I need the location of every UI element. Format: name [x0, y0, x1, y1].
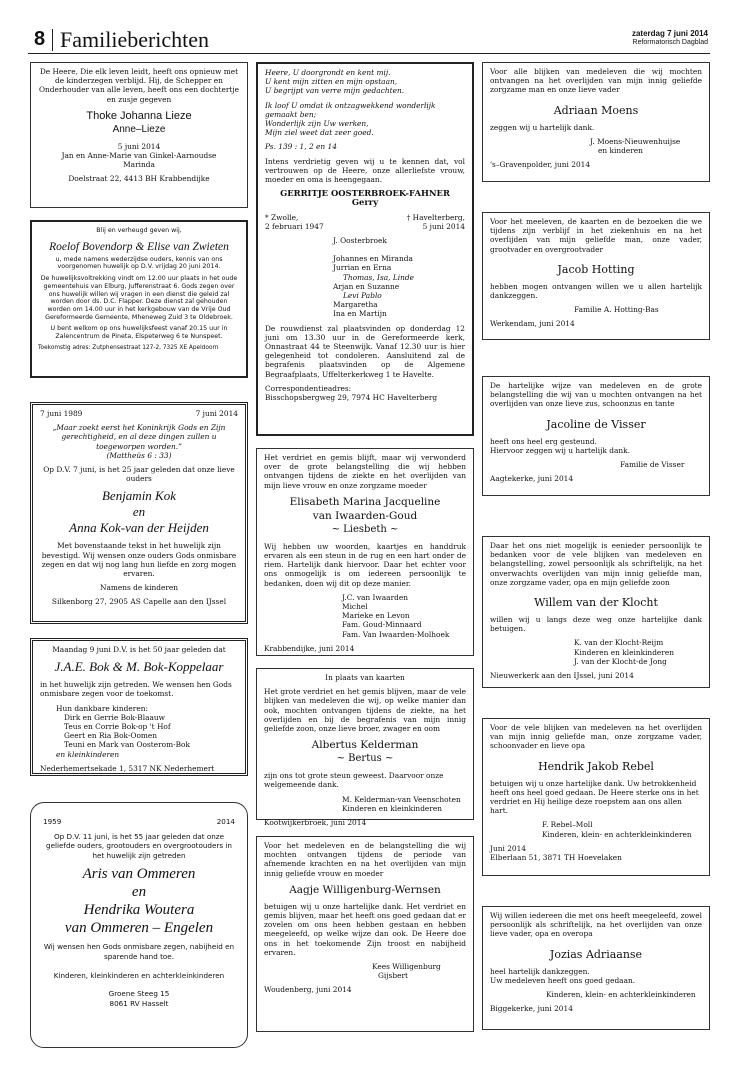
ad-signed2: Gijsbert: [378, 971, 408, 981]
ad-place: Krabbendijke, juni 2014: [264, 643, 355, 653]
ad-kid: Teuni en Mark van Oosterom-Bok: [64, 740, 190, 750]
ad-died-date: 5 juni 2014: [422, 221, 465, 231]
ad-signed1: M. Kelderman-van Veenschoten: [342, 794, 461, 804]
ad-en: en: [131, 884, 147, 901]
ad-name1: Aris van Ommeren: [82, 866, 196, 883]
section-title: Familieberichten: [60, 27, 210, 52]
ad-wedding-bovendorp: [30, 220, 248, 378]
ad-signed: Kinderen, klein- en achterkleinkinderen: [546, 990, 696, 1000]
ad-name: Adriaan Moens: [553, 103, 639, 117]
ad-intro: Op D.V. 11 juni, is het 55 jaar geleden dat onze geliefde ouders, grootouders en overgrootouders in het huwelijk zijn getreden: [46, 831, 232, 860]
ad-signed-line: Kinderen en kleinkinderen: [574, 647, 674, 657]
ad-verse3: U begrijpt van verre mijn gedachten.: [265, 86, 405, 96]
ad-service: De rouwdienst zal plaatsvinden op donderdag 12 juni om 13.30 uur in de Gereformeerde kerk, Onnastraat 44 te Steenwijk. Vanaf 12.30 uur is hier gelegenheid tot condoleren. Aansluitend zal de begrafenis plaatsvinden op de Algemene Begraafplaats, Uffelterkerkweg 1 te Havelte.: [265, 323, 465, 379]
ad-signed-line: Marieke en Levon: [342, 611, 410, 621]
ad-signed: Familie A. Hotting-Bas: [574, 305, 659, 315]
ad-names: J.A.E. Bok & M. Bok-Koppelaar: [54, 659, 224, 675]
ad-thanks-moens: [482, 62, 710, 182]
ad-place: Woudenberg, juni 2014: [264, 985, 352, 995]
ad-address: Silkenborg 27, 2905 AS Capelle aan den IJssel: [51, 597, 227, 607]
ad-text1: heeft ons heel erg gesteund.: [490, 436, 597, 446]
ad-text: Met bovenstaande tekst in het huwelijk zijn bevestigd. Wij wensen onze ouders Gods onmisbare zegen en dat wij nog lang hun liefde en zorg mogen ervaren.: [41, 541, 237, 579]
ad-future-address: Toekomstig adres: Zutphensestraat 127-2, 7325 XE Apeldoorn: [38, 344, 219, 351]
ad-verse5: Wonderlijk zijn Uw werken,: [265, 119, 369, 129]
ad-name1: Benjamin Kok: [101, 488, 176, 504]
ad-intro: Daar het ons niet mogelijk is eenieder persoonlijk te bedanken voor de vele blijken van medeleven en belangstelling, zowel persoonlijk als schriftelijk, na het onverwachts overlijden van mijn innig geliefde man, onze zorgzame vader, opa en mijn geliefde zoon: [490, 541, 702, 587]
ad-name2: Anna Kok-van der Heijden: [69, 520, 209, 536]
newspaper-name: Reformatorisch Dagblad: [632, 39, 708, 46]
ad-family-member: Arjan en Suzanne: [333, 281, 400, 291]
ad-born-died: [265, 213, 465, 222]
ad-signed: Namens de kinderen: [100, 583, 178, 593]
ad-verse1: Heere, U doorgrondt en kent mij.: [265, 68, 391, 77]
ad-signed-line: Fam. Goud-Minnaard: [342, 620, 422, 630]
ad-signed2: Kinderen, klein- en achterkleinkinderen: [542, 829, 692, 839]
ad-family-member: Jurrian en Erna: [333, 263, 392, 273]
ad-date: Juni 2014: [490, 843, 527, 853]
ad-text: betuigen wij u onze hartelijke dank. Uw betrokkenheid heeft ons heel goed gedaan. De Heere sterke ons in het verdriet en Hij heilige deze roepstem aan ons allen hart.: [490, 778, 699, 816]
ad-name3: van Ommeren – Engelen: [64, 920, 214, 937]
ad-anniversary-bok: [30, 638, 248, 776]
ad-intro: Voor de vele blijken van medeleven na het overlijden van mijn innig geliefde man, onze zorgzame vader, schoonvader en lieve opa: [490, 723, 702, 751]
ad-place: Biggekerke, juni 2014: [490, 1004, 573, 1014]
ad-nickname: Anne–Lieze: [112, 123, 166, 135]
ad-intro: Intens verdrietig geven wij u te kennen dat, vol vertrouwen op de Heere, onze allerliefste vrouw, moeder en oma is heengegaan.: [265, 156, 465, 185]
ad-signed1: J. Moens-Nieuwenhuijse: [590, 136, 681, 146]
ad-place: Nieuwerkerk aan den IJssel, juni 2014: [490, 671, 634, 681]
ad-name: Jozias Adriaanse: [549, 947, 643, 961]
ad-quote-ref: (Mattheüs 6 : 33): [106, 450, 172, 460]
ad-name: Hendrik Jakob Rebel: [538, 759, 654, 773]
ad-kid: Geert en Ria Bok-Oomen: [64, 731, 158, 741]
ad-text2: Hiervoor zeggen wij u hartelijk dank.: [490, 445, 630, 455]
ad-corr-label: Correspondentieadres:: [265, 383, 352, 393]
ad-verse6: Mijn ziel weet dat zeer goed.: [265, 128, 374, 138]
ad-address: Elberlaan 51, 3871 TH Hoevelaken: [490, 853, 622, 863]
issue-date: zaterdag 7 juni 2014: [631, 29, 708, 38]
ad-name: Jacoline de Visser: [546, 417, 646, 431]
ad-signed1: Kees Willigenburg: [372, 962, 441, 972]
ad-date: 5 juni 2014: [117, 141, 161, 151]
header-divider: [52, 29, 53, 51]
ad-thanks-rebel: [482, 718, 710, 876]
ad-family-member: Ina en Martijn: [333, 309, 387, 319]
ad-text: hebben mogen ontvangen willen we u allen hartelijk dankzeggen.: [490, 281, 702, 301]
ad-intro: Maandag 9 juni D.V. is het 50 jaar geleden dat: [52, 645, 226, 654]
ad-intro: Voor het meeleven, de kaarten en de bezoeken die we tijdens zijn verblijf in het ziekenhuis en na het overlijden van mijn geliefde man, onze vader, grootvader en overgrootvader: [490, 217, 702, 254]
ad-family-member: J. Oosterbroek: [333, 236, 387, 246]
ad-text: zijn ons tot grote steun geweest. Daarvoor onze welgemeende dank.: [264, 771, 444, 790]
ad-death-fahner: [256, 62, 474, 436]
ad-signed: Kinderen, kleinkinderen en achterkleinkinderen: [53, 970, 225, 980]
ad-nickname: ~ Bertus ~: [336, 753, 394, 765]
ad-nickname: ~ Liesbeth ~: [331, 523, 399, 535]
ad-text1: heel hartelijk dankzeggen.: [490, 966, 590, 976]
ad-family: [265, 236, 465, 319]
ad-verse2: U kent mijn zitten en mijn opstaan,: [265, 77, 398, 87]
ad-family-member: Levi Pablo: [343, 291, 382, 301]
ad-signed-line: Fam. Van Iwaarden-Molhoek: [342, 629, 450, 639]
ad-anniversary-kok: [30, 402, 248, 624]
ad-text2: De huwelijksvoltrekking vindt om 12.00 uur plaats in het oude gemeentehuis van Elburg, Jufferenstraat 6. Gods zegen over ons huwelijk willen wij vragen in een dienst die geleid zal worden door ds. D.C. Flapper. Deze dienst zal gehouden worden om 14.00 uur in het kerkgebouw van de Vrije Oud Gereformeerde Gemeente, Mheneweg Zuid 3 te Oldebroek.: [40, 275, 238, 321]
ad-date-left: 7 juni 1989: [40, 409, 83, 418]
ad-birth-lieze: [30, 62, 248, 208]
ad-family-member: Johannes en Miranda: [333, 254, 413, 264]
ad-intro: Blij en verheugd geven wij,: [96, 227, 182, 234]
ad-thanks-kelderman: [256, 668, 474, 828]
ad-names: Roelof Bovendorp & Elise van Zwieten: [49, 240, 229, 253]
ad-name: Jacob Hotting: [557, 262, 635, 276]
ad-nickname: Gerry: [351, 197, 379, 208]
ad-text: willen wij u langs deze weg onze hartelijke dank betuigen.: [490, 615, 702, 634]
ad-died: † Havelterberg,: [406, 212, 465, 222]
page-header: [28, 22, 710, 54]
page-number: 8: [34, 28, 46, 50]
ad-en: en: [132, 504, 146, 520]
ad-kids-title: Hun dankbare kinderen:: [56, 703, 148, 713]
ad-anniversary-ommeren: [30, 802, 248, 1048]
ad-street: Groene Steeg 15: [108, 989, 170, 999]
ad-year-left: 1959: [43, 817, 62, 826]
ad-text2: Uw medeleven heeft ons goed gedaan.: [490, 975, 636, 985]
ad-thanks-devisser: [482, 376, 710, 496]
ad-parents: Jan en Anne-Marie van Ginkel-Aarnoudse: [61, 151, 217, 161]
ad-intro: Het grote verdriet en het gemis blijven, maar de vele blijken van medeleven die wij, op welke manier dan ook, mochten ontvangen tijdens de ziekte, na het overlijden en bij de begrafenis van mijn innig geliefde zoon, onze lieve broer, zwager en oom: [264, 687, 466, 734]
ad-grandkids: en kleinkinderen: [56, 749, 120, 759]
ad-intro: Voor het medeleven en de belangstelling die wij mochten ontvangen tijdens de periode van afnemende krachten en na het overlijden van mijn innig geliefde vrouw en moeder: [264, 841, 466, 878]
ad-verse-ref: Ps. 139 : 1, 2 en 14: [265, 142, 337, 152]
ad-intro: Het verdriet en gemis blijft, maar wij verwonderd over de grote belangstelling die wij hebben ontvangen tijdens de ziekte en het overlijden van mijn lieve vrouw en onze zorgzame moeder: [264, 453, 466, 490]
ad-thanks-klocht: [482, 536, 710, 688]
ad-text: zeggen wij u hartelijk dank.: [490, 122, 595, 132]
ad-thanks-adriaanse: [482, 906, 710, 1030]
ad-kids-list: [40, 713, 238, 750]
ad-intro: Voor alle blijken van medeleven die wij mochten ontvangen na het overlijden van mijn innig geliefde zorgzame man en onze lieve vader: [490, 67, 702, 95]
ad-thanks-goud: [256, 448, 474, 656]
ad-born-died-dates: [265, 222, 465, 231]
ad-born-date: 2 februari 1947: [265, 221, 324, 231]
ad-text: Wij wensen hen Gods onmisbare zegen, nabijheid en sparende hand toe.: [43, 942, 235, 961]
ad-name2: Hendrika Woutera: [83, 902, 195, 919]
ad-name: Aagje Willigenburg-Wernsen: [289, 883, 441, 896]
ad-text1: u, mede namens wederzijdse ouders, kennis van ons voorgenomen huwelijk op D.V. vrijdag 20 juni 2014.: [55, 255, 223, 271]
ad-name: Willem van der Klocht: [534, 596, 658, 610]
ad-date-right: 7 juni 2014: [195, 409, 238, 418]
ad-kid: Teus en Corrie Bok-op 't Hof: [64, 722, 171, 732]
ad-quote: „Maar zoekt eerst het Koninkrijk Gods en Zijn gerechtigheid, en al deze dingen zullen u toegeworpen worden.”: [52, 423, 226, 451]
ad-signed: Familie de Visser: [620, 460, 685, 470]
ad-text: Wij hebben uw woorden, kaartjes en handdruk ervaren als een steun in de rug en een hart onder de riem. Hartelijk dank hiervoor. Daar het echter voor ons onmogelijk is om iedereen persoonlijk te bedanken, doen wij dit op deze manier.: [264, 541, 466, 588]
ad-signed2: en kinderen: [598, 146, 643, 156]
ad-name1: Elisabeth Marina Jacqueline: [289, 495, 441, 508]
ad-address: Nederhemertsekade 1, 5317 NK Nederhemert: [40, 763, 215, 773]
ad-family-member: Margaretha: [333, 300, 378, 310]
ad-name: Thoke Johanna Lieze: [86, 109, 192, 122]
ad-thanks-hotting: [482, 212, 710, 340]
ad-name: GERRITJE OOSTERBROEK-FAHNER: [280, 188, 450, 199]
ad-heading: In plaats van kaarten: [325, 673, 405, 682]
ad-signed-line: J.C. van Iwaarden: [342, 592, 408, 602]
ad-place: Werkendam, juni 2014: [490, 319, 575, 329]
ad-place: Aagtekerke, juni 2014: [490, 474, 574, 484]
ad-corr-address: Bisschopsbergweg 29, 7974 HC Havelterberg: [265, 393, 438, 403]
ad-years: [43, 817, 235, 827]
ad-dates: [40, 409, 238, 418]
ad-name: Albertus Kelderman: [311, 739, 419, 752]
ad-intro: Wij willen iedereen die met ons heeft meegeleefd, zowel persoonlijk als schriftelijk, na het overlijden van onze lieve vader, opa en overopa: [490, 911, 702, 939]
ad-thanks-wernsen: [256, 836, 474, 1032]
ad-place: 's–Gravenpolder, juni 2014: [490, 160, 591, 170]
ad-place: Kootwijkerbroek, juni 2014: [264, 818, 367, 828]
ad-sibling: Marinda: [123, 160, 155, 170]
ad-name2: van Iwaarden-Goud: [312, 509, 418, 522]
ad-year-right: 2014: [216, 817, 235, 826]
ad-signed: [264, 593, 466, 639]
ad-family-spacer: [333, 245, 465, 254]
ad-city: 8061 RV Hasselt: [109, 998, 169, 1008]
ad-born: * Zwolle,: [265, 212, 299, 222]
ad-signed2: Kinderen en kleinkinderen: [342, 803, 442, 813]
ad-signed-line: Michel: [342, 602, 368, 612]
ad-text3: U bent welkom op ons huwelijksfeest vanaf 20.15 uur in Zalencentrum de Pineta, Elspeterweg 6 te Nunspeet.: [50, 325, 228, 341]
ad-intro: De hartelijke wijze van medeleven en de grote belangstelling die wij van u mochten ontvangen na het overlijden van onze lieve zus, schoonzus en tante: [490, 381, 702, 409]
ad-verse4: Ik loof U omdat ik ontzagwekkend wonderlijk gemaakt ben;: [265, 100, 436, 119]
ad-signed-line: J. van der Klocht-de Jong: [574, 656, 667, 666]
ad-signed-line: K. van der Klocht-Reijm: [574, 638, 664, 648]
ad-signed1: F. Rebel–Moll: [542, 820, 593, 830]
ad-text: betuigen wij u onze hartelijke dank. Het verdriet en gemis blijven, maar het heeft ons goed gedaan dat er zovelen om ons heen hebben gestaan en hebben meegeleefd, op welke wijze dan ook. De Heere doe ons in het toekomende Zijn troost en nabijheid ervaren.: [264, 901, 466, 957]
ad-address: Doelstraat 22, 4413 BH Krabbendijke: [68, 174, 210, 184]
ad-text: in het huwelijk zijn getreden. We wensen hen Gods onmisbare zegen voor de toekomst.: [40, 680, 232, 699]
ad-family-member: Thomas, Isa, Linde: [343, 272, 414, 282]
ad-intro: Op D.V. 7 juni, is het 25 jaar geleden dat onze lieve ouders: [43, 465, 235, 484]
ad-intro: De Heere, Die elk leven leidt, heeft ons opnieuw met de kinderzegen verblijd. Hij, de Schepper en Onderhouder van alle leven, heeft ons een dochtertje en zusje gegeven: [38, 67, 240, 104]
ad-signed: [490, 638, 702, 666]
ad-kid: Dirk en Gerrie Bok-Blaauw: [64, 712, 165, 722]
